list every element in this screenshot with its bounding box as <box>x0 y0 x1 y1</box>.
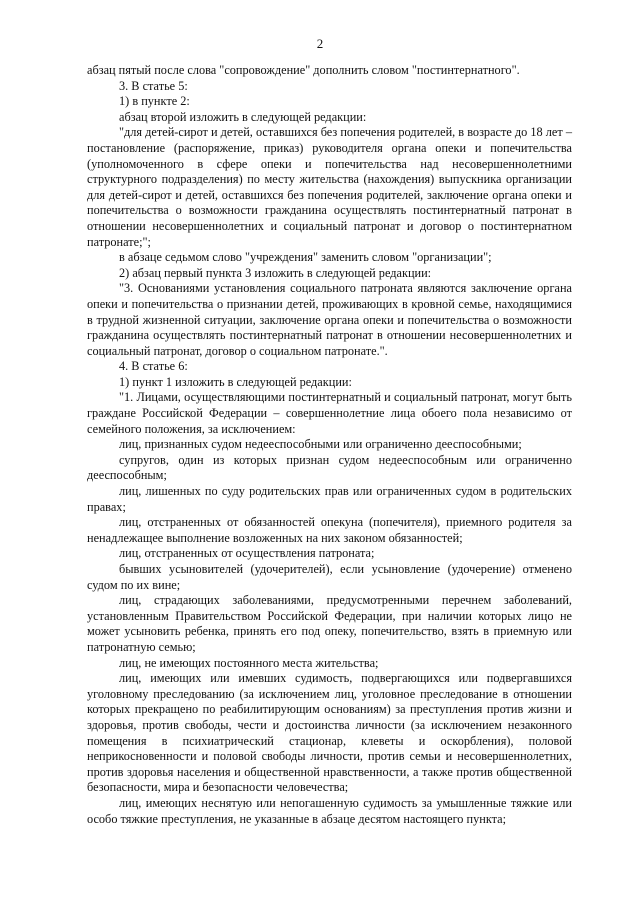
paragraph: 2) абзац первый пункта 3 изложить в следующей редакции: <box>119 265 432 280</box>
paragraph: лиц, имеющих неснятую или непогашенную судимость за умышленные тяжкие или особо тяжкие преступления, не указанные в абзаце десятом настоящего пункта; <box>87 795 572 826</box>
paragraph: лиц, лишенных по суду родительских прав или ограниченных судом в родительских правах; <box>87 484 572 514</box>
paragraph: лиц, имеющих или имевших судимость, подвергающихся или подвергавшихся уголовному преследованию (за исключением лиц, уголовное преследование в отношении которых прекращено по реабилитирующим основаниям) за преступления против жизни и здоровья, против свободы, чести и достоинства личности (за исключением незаконного помещения в психиатрический стационар, клеветы и оскорбления), половой неприкосновенности и половой свободы личности, против семьи и несовершеннолетних, против здоровья населения и общественной нравственности, а также против общественной безопасности, мира и безопасности человечества; <box>87 671 572 795</box>
paragraph: бывших усыновителей (удочерителей), если усыновление (удочерение) отменено судом по их вине; <box>87 562 572 592</box>
paragraph: 1) пункт 1 изложить в следующей редакции: <box>119 374 352 389</box>
paragraph: абзац пятый после слова "сопровождение" дополнить словом "постинтернатного". <box>87 63 520 77</box>
paragraph: "1. Лицами, осуществляющими постинтернатный и социальный патронат, могут быть граждане Российской Федерации – совершеннолетние лица обоего пола независимо от семейного положения, за исключением: <box>87 390 572 436</box>
paragraph: "для детей-сирот и детей, оставшихся без попечения родителей, в возрасте до 18 лет – постановление (распоряжение, приказ) руководителя органа опеки и попечительства (уполномоченного в сфере опеки и попечительства над несовершеннолетними структурного подразделения) по месту жительства (нахождения) выпускника организации для детей-сирот и детей, оставшихся без попечения родителей, заключение органа опеки и попечительства о возможности гражданина осуществлять постинтернатный патронат в отношении несовершеннолетних и социальный патронат и договор о постинтернатном патронате;"; <box>87 125 572 249</box>
paragraph: абзац второй изложить в следующей редакции: <box>119 109 367 124</box>
paragraph: супругов, один из которых признан судом недееспособным или ограниченно дееспособным; <box>87 452 572 483</box>
page-number: 2 <box>316 36 324 51</box>
paragraph: 4. В статье 6: <box>119 359 188 374</box>
paragraph: 1) в пункте 2: <box>119 94 190 109</box>
paragraph: лиц, отстраненных от обязанностей опекуна (попечителя), приемного родителя за ненадлежащее выполнение возложенных на них законом обязанностей; <box>87 515 572 545</box>
paragraph: в абзаце седьмом слово "учреждения" заменить словом "организации"; <box>119 250 492 265</box>
paragraph: лиц, не имеющих постоянного места жительства; <box>119 655 379 670</box>
paragraph: лиц, страдающих заболеваниями, предусмотренными перечнем заболеваний, установленным Правительством Российской Федерации, при наличии которых лицо не может усыновить ребенка, принять его под опеку, попечительство, взять в приемную или патронатную семью; <box>87 593 572 654</box>
paragraph: лиц, признанных судом недееспособными или ограниченно дееспособными; <box>119 437 522 452</box>
paragraph: лиц, отстраненных от осуществления патроната; <box>119 546 375 561</box>
paragraph: "3. Основаниями установления социального патроната являются заключение органа опеки и попечительства о признании детей, проживающих в кровной семье, находящимися в трудной жизненной ситуации, заключение органа опеки и попечительства о возможности гражданина осуществлять постинтернатный патронат в отношении несовершеннолетних и социальный патронат, договор о социальном патронате.". <box>87 281 572 358</box>
paragraph: 3. В статье 5: <box>119 78 188 93</box>
document-body <box>87 63 572 827</box>
